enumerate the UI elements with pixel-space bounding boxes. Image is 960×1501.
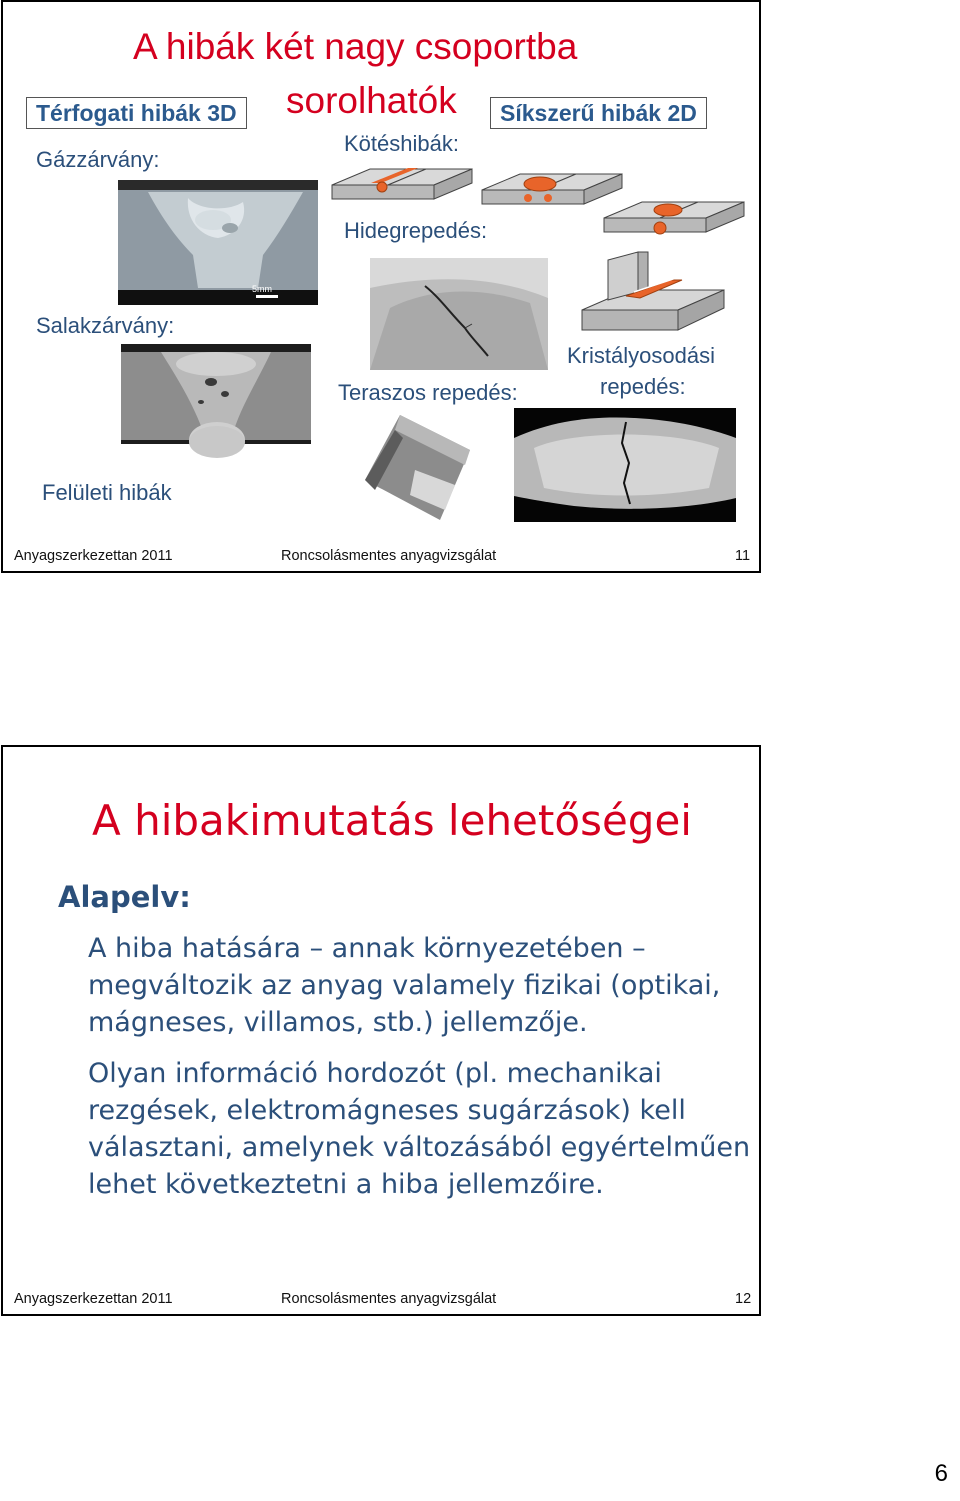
paragraph-2-line-4: lehet következtetni a hiba jellemzőire.: [88, 1169, 604, 1200]
bonding-defect-diagram-3: [598, 196, 748, 246]
page-number: 6: [934, 1460, 948, 1487]
slide2-footer-left: Anyagszerkezettan 2011: [14, 1291, 173, 1307]
gas-inclusion-label: Gázzárvány:: [36, 147, 160, 172]
slide1-footer-center: Roncsolásmentes anyagvizsgálat: [281, 548, 497, 564]
paragraph-1: [88, 930, 720, 1041]
slide2-footer-page: 12: [735, 1291, 752, 1307]
slide1-title-line1: A hibák két nagy csoportba: [133, 26, 578, 67]
slide1-footer-left: Anyagszerkezettan 2011: [14, 548, 173, 564]
planar-defects-box: Síkszerű hibák 2D: [490, 97, 707, 129]
cold-crack-label: Hidegrepedés:: [344, 218, 488, 243]
slide1-title-line2: sorolhatók: [286, 80, 457, 121]
solidification-crack-label-1: Kristályosodási: [567, 343, 715, 368]
surface-defects-label: Felületi hibák: [42, 480, 172, 505]
paragraph-1-line-1: A hiba hatására – annak környezetében –: [88, 933, 646, 964]
solidification-crack-label-2: repedés:: [600, 374, 686, 399]
slag-inclusion-photo: [121, 344, 311, 464]
gas-inclusion-photo: [118, 180, 318, 305]
cold-crack-photo: [370, 258, 548, 370]
paragraph-2-line-3: választani, amelynek változásából egyértelműen: [88, 1132, 751, 1163]
volumetric-defects-box: Térfogati hibák 3D: [26, 97, 247, 129]
slag-inclusion-label: Salakzárvány:: [36, 313, 175, 338]
lamellar-tear-photo: [355, 410, 480, 523]
paragraph-2-line-1: Olyan információ hordozót (pl. mechanikai: [88, 1058, 662, 1089]
paragraph-1-line-2: megváltozik az anyag valamely fizikai (optikai,: [88, 970, 721, 1001]
solidification-crack-photo: [514, 408, 736, 522]
slide1-footer-page: 11: [735, 548, 751, 564]
principle-label: Alapelv:: [58, 880, 191, 914]
paragraph-2: [88, 1055, 750, 1203]
scale-bar-label: 5mm: [252, 284, 272, 294]
paragraph-1-line-3: mágneses, villamos, stb.) jellemzője.: [88, 1007, 588, 1038]
lamellar-tear-label: Teraszos repedés:: [338, 380, 518, 405]
bonding-defects-label: Kötéshibák:: [344, 131, 459, 156]
bonding-defect-diagram-1: [326, 163, 476, 213]
slide2-title: A hibakimutatás lehetőségei: [92, 796, 692, 845]
solidification-crack-diagram: [578, 250, 728, 342]
slide2-footer-center: Roncsolásmentes anyagvizsgálat: [281, 1291, 497, 1307]
paragraph-2-line-2: rezgések, elektromágneses sugárzások) kell: [88, 1095, 686, 1126]
